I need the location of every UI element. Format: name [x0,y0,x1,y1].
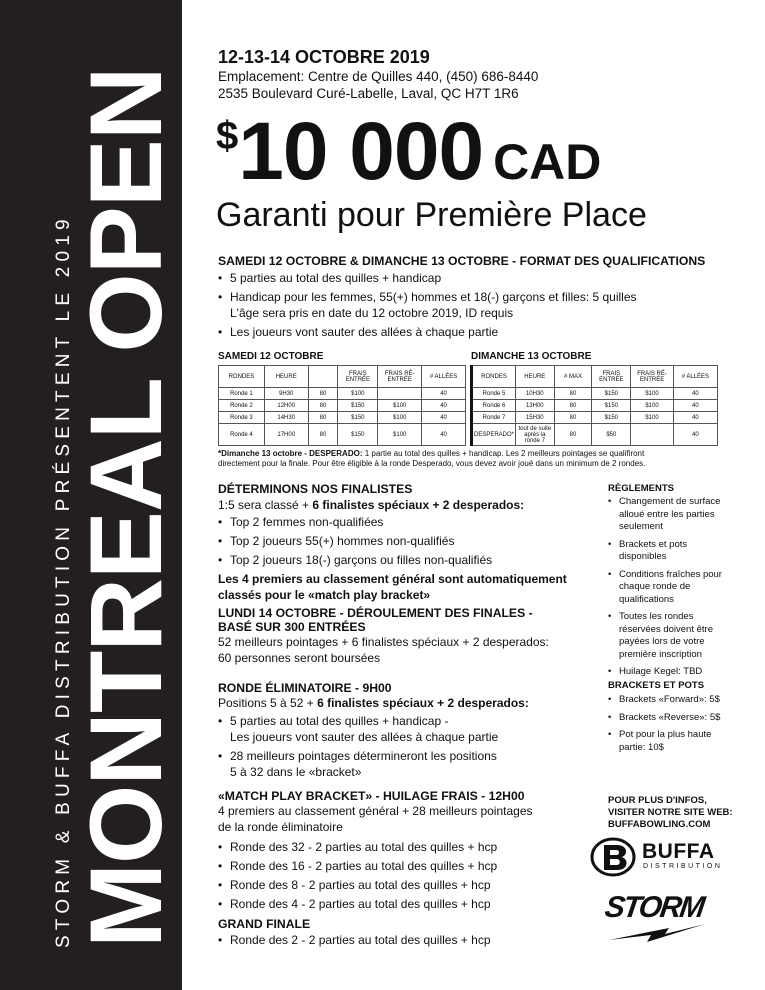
desperado-note [218,449,718,469]
info-line-2: VISITER NOTRE SITE WEB: [608,807,733,818]
table-row [219,412,466,424]
note-line-1: 1 partie au total des quilles + handicap. Les 2 meilleurs pointages se qualifiront [364,449,645,458]
table-cell: $150 [338,424,378,446]
match-play-line-1: 4 premiers au classement général + 28 meilleurs pointages [218,804,533,818]
list-item: • Brackets «Forward»: 5$ [608,694,733,707]
sidebar-title: MONTREAL OPEN [69,67,183,948]
elim-sub-plain: Positions 5 à 52 + [218,696,318,710]
venue-line-2: 2535 Boulevard Curé-Labelle, Laval, QC H7T 1R6 [218,86,519,101]
table-cell: DESPERADO* [472,424,516,446]
finalists-sub-plain: 1:5 sera classé + [218,498,313,512]
table-cell: 40 [422,424,466,446]
list-item: • 5 parties au total des quilles + handicap [218,270,738,286]
list-item [218,748,598,780]
table-cell: tout de suite après la ronde 7 [516,424,555,446]
list-item [218,289,738,321]
table-cell: $150 [592,412,631,424]
bullet-text-line2: 5 à 32 dans le «bracket» [230,765,362,779]
storm-logo [603,889,713,944]
column-header: # MAX [554,366,592,388]
bullet-text: 5 parties au total des quilles + handicap - [230,714,449,728]
prize-number: 10 000 [238,106,484,197]
finalists-heading: DÉTERMINONS NOS FINALISTES [218,482,413,496]
qualification-heading: SAMEDI 12 OCTOBRE & DIMANCHE 13 OCTOBRE - FORMAT DES QUALIFICATIONS [218,254,706,268]
monday-line-2: 60 personnes seront boursées [218,651,381,665]
table-cell: 80 [554,400,592,412]
venue-line-1: Emplacement: Centre de Quilles 440, (450) 686-8440 [218,69,539,84]
list-item: • Ronde des 32 - 2 parties au total des quilles + hcp [218,839,598,855]
qualification-section [218,254,738,343]
rules-heading: RÈGLEMENTS [608,483,674,494]
column-header: # ALLÉES [422,366,466,388]
info-block [608,795,748,831]
rules-section [608,483,733,684]
sunday-schedule-table [470,365,718,446]
table-cell: 40 [422,412,466,424]
column-header: FRAIS RÉ-ENTRÉE [631,366,674,388]
table-cell: Ronde 7 [472,412,516,424]
list-item: • Ronde des 4 - 2 parties au total des quilles + hcp [218,896,598,912]
table-cell: $100 [378,412,422,424]
elimination-subheading [218,695,598,711]
table-cell: Ronde 3 [219,412,265,424]
table-cell: 17H00 [264,424,308,446]
table-row [472,400,718,412]
pots-section [608,680,733,759]
table-cell [631,424,674,446]
note-lead: *Dimanche 13 octobre - DESPERADO: [218,449,363,458]
match-play-line-2: de la ronde éliminatoire [218,820,343,834]
table-cell: 10H30 [516,388,555,400]
table-cell: 40 [673,388,717,400]
info-line-1: POUR PLUS D'INFOS, [608,795,707,806]
table-row [472,388,718,400]
table-row [219,400,466,412]
sunday-table-title: DIMANCHE 13 OCTOBRE [471,351,592,362]
table-cell: 80 [308,400,338,412]
table-cell: $100 [338,388,378,400]
monday-heading-1: LUNDI 14 OCTOBRE - DÉROULEMENT DES FINALES - [218,606,533,620]
table-cell: 40 [673,412,717,424]
table-cell: 40 [422,388,466,400]
list-item: • Toutes les rondes réservées doivent être payées lors de votre première inscription [608,611,733,661]
prize-currency: CAD [493,134,602,190]
table-cell: $150 [338,412,378,424]
table-cell: $150 [592,400,631,412]
monday-section [218,606,598,666]
table-cell [378,388,422,400]
list-item [218,713,598,745]
note-line-2: directement pour la finale. Pour être éligible à la ronde Desperado, vous devez avoir joué dans un minimum de 2 rondes. [218,459,646,468]
pots-heading: BRACKETS ET POTS [608,680,705,691]
monday-heading-2: BASÉ SUR 300 ENTRÉES [218,620,366,634]
sidebar-subtitle: STORM & BUFFA DISTRIBUTION PRÉSENTENT LE 2019 [53,214,74,948]
monday-line-1: 52 meilleurs pointages + 6 finalistes spéciaux + 2 desperados: [218,635,549,649]
table-row [219,424,466,446]
table-cell: $50 [592,424,631,446]
elimination-heading: RONDE ÉLIMINATOIRE - 9H00 [218,681,392,695]
list-item: • Ronde des 8 - 2 parties au total des quilles + hcp [218,877,598,893]
table-cell: Ronde 1 [219,388,265,400]
table-row [219,388,466,400]
storm-lightning-icon [607,922,707,944]
table-cell: 40 [673,424,717,446]
buffa-emblem-icon [590,834,636,880]
storm-wordmark: STORM [602,891,706,924]
saturday-table-title: SAMEDI 12 OCTOBRE [218,351,324,362]
list-item: • Top 2 femmes non-qualifiées [218,514,598,530]
column-header: RONDES [472,366,516,388]
event-date: 12-13-14 OCTOBRE 2019 [218,47,430,67]
table-cell: $100 [378,424,422,446]
list-item: • Changement de surface alloué entre les parties seulement [608,496,733,534]
list-item: • Ronde des 16 - 2 parties au total des quilles + hcp [218,858,598,874]
table-cell: $150 [338,400,378,412]
table-cell: 9H30 [264,388,308,400]
column-header: FRAIS RÉ-ENTRÉE [378,366,422,388]
prize-amount [216,106,602,197]
finalists-closing: Les 4 premiers au classement général sont automatiquement classés pour le «match play bracket» [218,572,567,602]
column-header: FRAIS ENTRÉE [338,366,378,388]
prize-currency-symbol: $ [216,114,239,158]
column-header: RONDES [219,366,265,388]
list-item: • Brackets et pots disponibles [608,539,733,564]
prize-subtitle: Garanti pour Première Place [216,196,647,234]
match-play-heading: «MATCH PLAY BRACKET» - HUILAGE FRAIS - 12H00 [218,789,525,803]
table-cell: $100 [631,388,674,400]
column-header: HEURE [516,366,555,388]
table-cell: 80 [554,424,592,446]
table-cell: 40 [673,400,717,412]
grand-final-section [218,917,598,951]
elim-sub-bold: 6 finalistes spéciaux + 2 desperados: [317,696,529,710]
finalists-sub-bold: 6 finalistes spéciaux + 2 desperados: [312,498,525,512]
table-cell: $100 [631,412,674,424]
bullet-text: Handicap pour les femmes, 55(+) hommes et 18(-) garçons et filles: 5 quilles [230,290,637,304]
buffa-tagline: DISTRIBUTION [643,863,723,870]
table-row [472,424,718,446]
finalists-section [218,482,598,603]
table-cell: 80 [308,412,338,424]
table-cell: 14H30 [264,412,308,424]
buffa-wordmark: BUFFA [642,840,715,863]
list-item: • Brackets «Reverse»: 5$ [608,712,733,725]
bullet-text-line2: L'âge sera pris en date du 12 octobre 2019, ID requis [230,306,514,320]
table-cell: Ronde 5 [472,388,516,400]
list-item: • Top 2 joueurs 55(+) hommes non-qualifiés [218,533,598,549]
column-header: FRAIS ENTRÉE [592,366,631,388]
table-cell: 80 [308,424,338,446]
table-cell: 80 [308,388,338,400]
finalists-subheading [218,497,598,513]
table-cell: 40 [422,400,466,412]
match-play-section [218,789,598,915]
table-cell: 12H00 [264,400,308,412]
sidebar-banner [0,0,182,990]
column-header [308,366,338,388]
website-link[interactable]: BUFFABOWLING.COM [608,819,711,830]
saturday-schedule-table [218,365,466,446]
table-cell: $100 [378,400,422,412]
table-cell: Ronde 6 [472,400,516,412]
table-row [472,412,718,424]
table-cell: 15H30 [516,412,555,424]
grand-final-heading: GRAND FINALE [218,917,311,931]
bullet-text: 28 meilleurs pointages détermineront les positions [230,749,497,763]
elimination-section [218,681,598,783]
list-item: • Pot pour la plus haute partie: 10$ [608,729,733,754]
list-item: • Ronde des 2 - 2 parties au total des quilles + hcp [218,932,598,948]
bullet-text-line2: Les joueurs vont sauter des allées à chaque partie [230,730,499,744]
table-cell: 13H00 [516,400,555,412]
list-item: • Les joueurs vont sauter des allées à chaque partie [218,324,738,340]
column-header: HEURE [264,366,308,388]
table-cell: Ronde 2 [219,400,265,412]
table-cell: 80 [554,388,592,400]
list-item: • Conditions fraîches pour chaque ronde de qualifications [608,569,733,607]
column-header: # ALLÉES [673,366,717,388]
list-item: • Huilage Kegel: TBD [608,666,733,679]
list-item: • Top 2 joueurs 18(-) garçons ou filles non-qualifiés [218,552,598,568]
table-cell: 80 [554,412,592,424]
table-cell: $150 [592,388,631,400]
table-cell: Ronde 4 [219,424,265,446]
buffa-logo [590,834,730,880]
table-cell: $100 [631,400,674,412]
